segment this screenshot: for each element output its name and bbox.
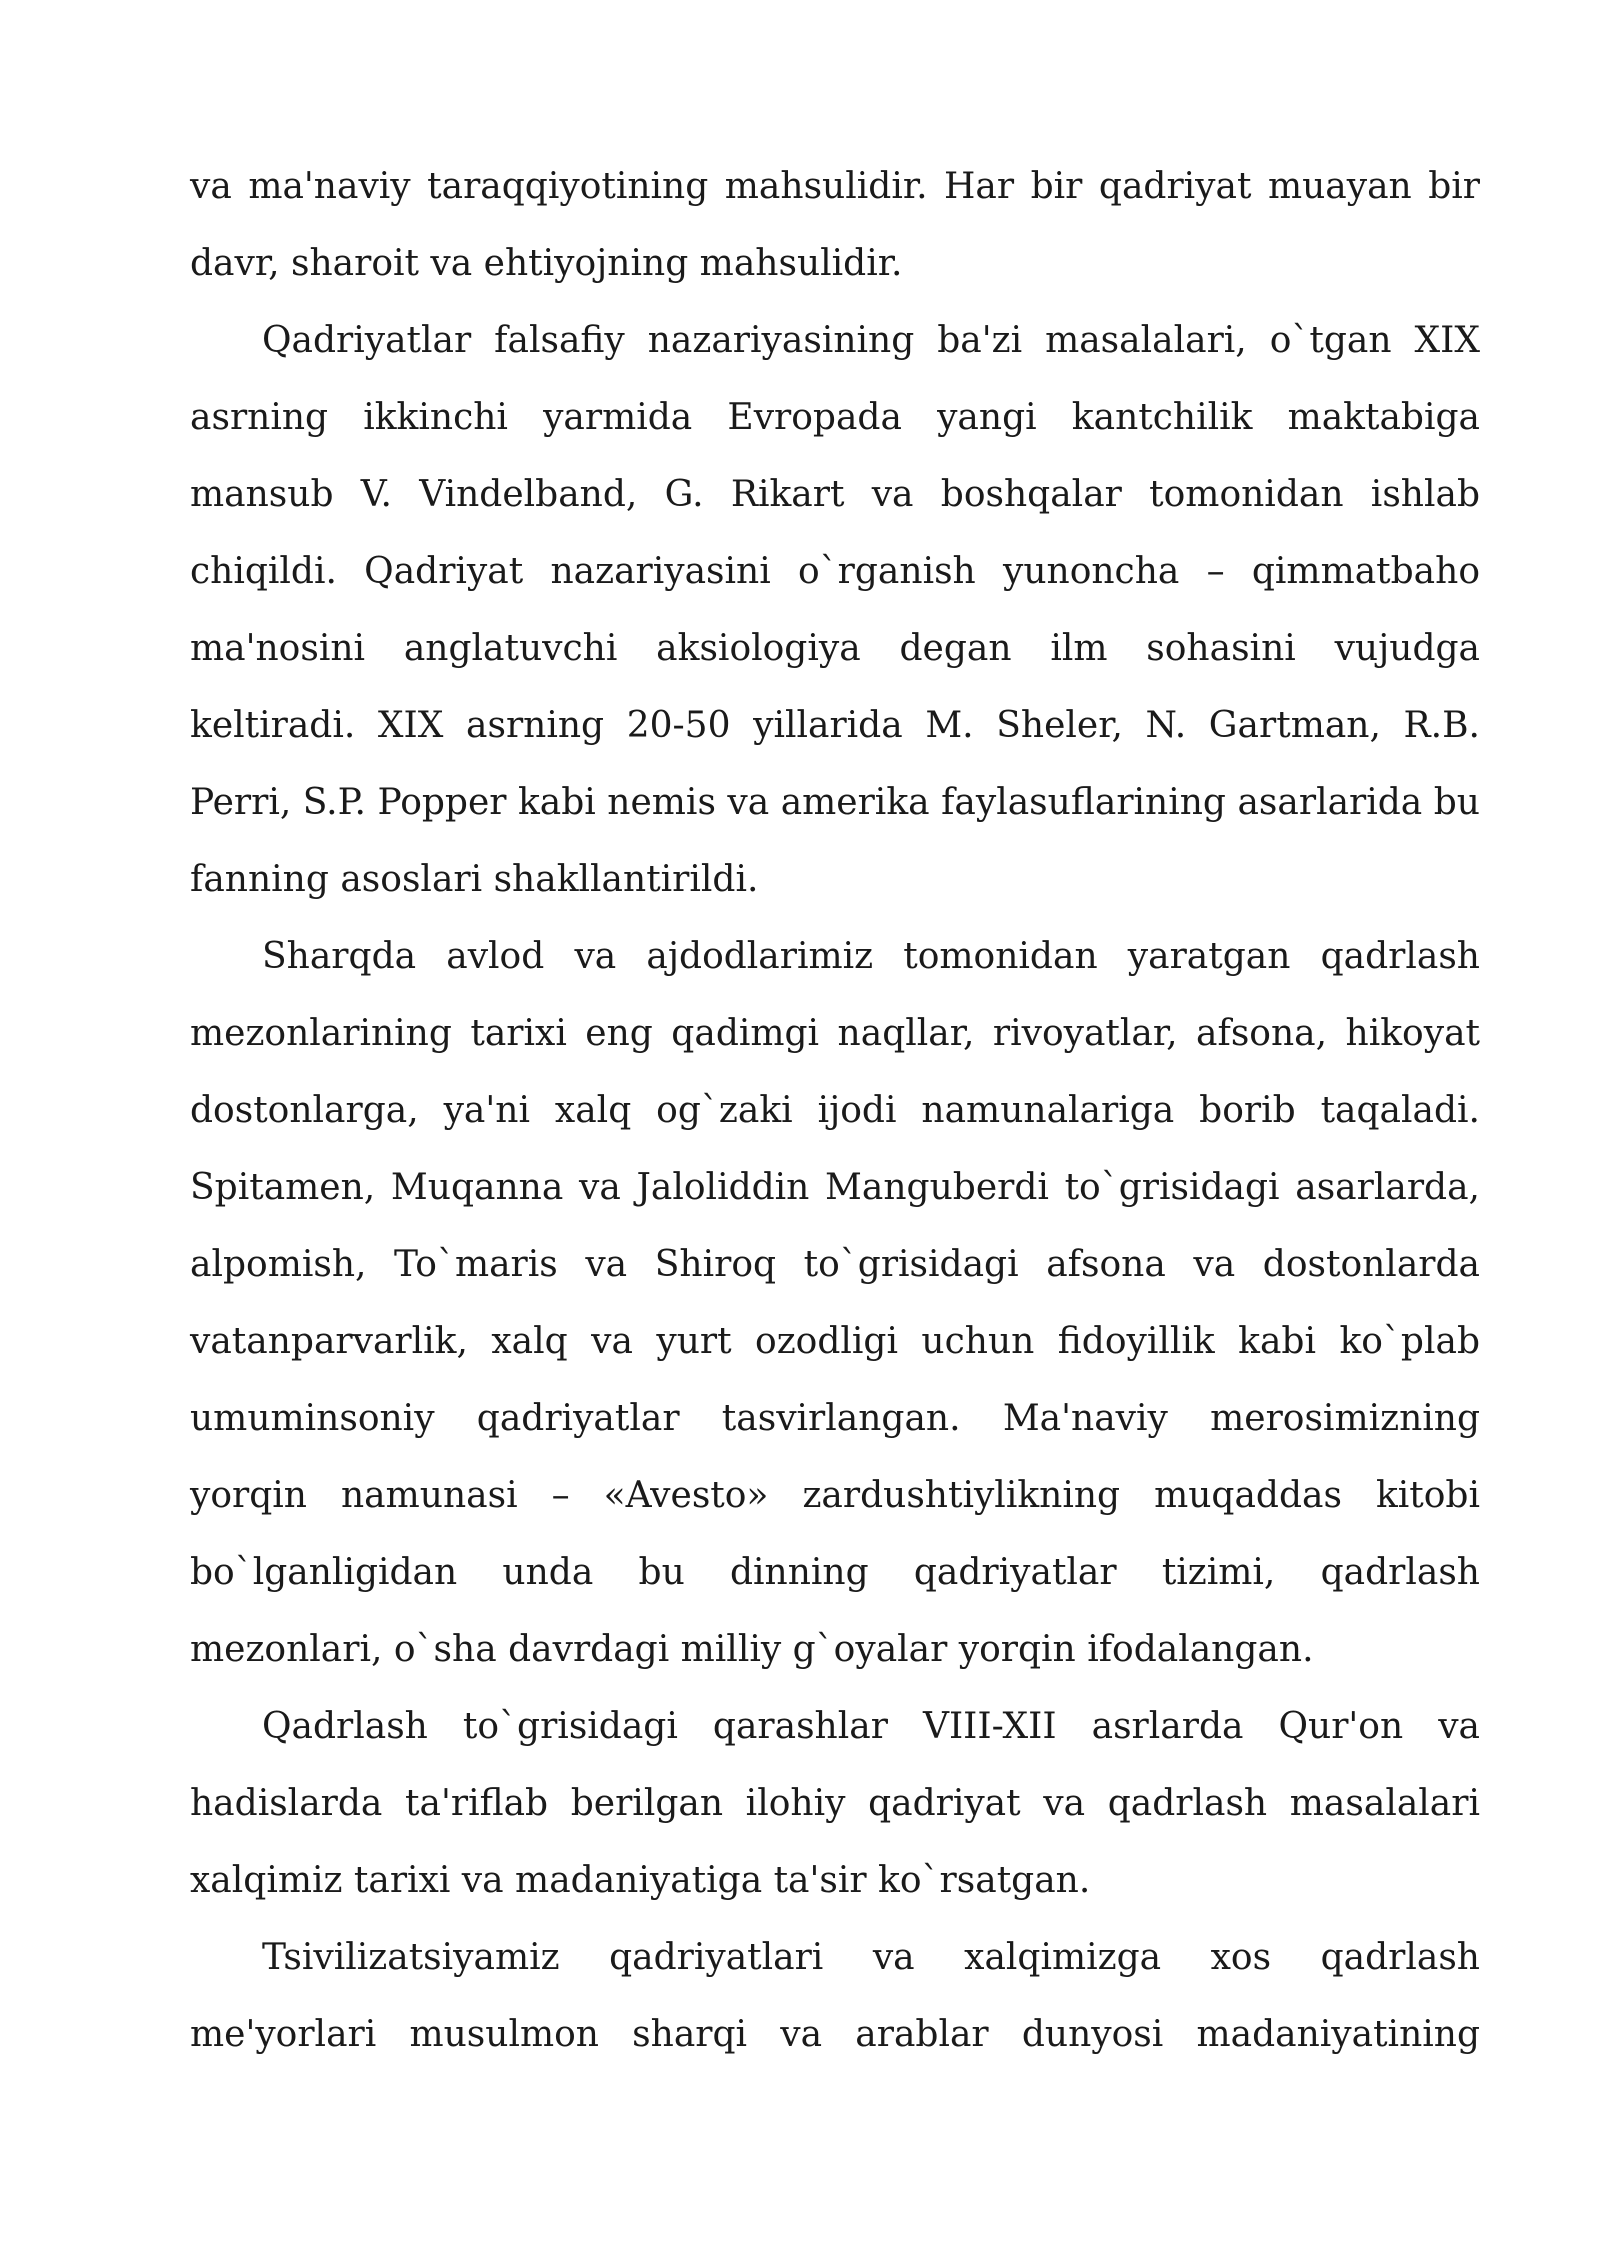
document-body — [190, 148, 1480, 2073]
paragraph-continuation: va ma'naviy taraqqiyotining mahsulidir. Har bir qadriyat muayan bir davr, sharoit va ehtiyojning mahsulidir. — [190, 166, 1480, 284]
paragraph-civilization: Tsivilizatsiyamiz qadriyatlari va xalqimizga xos qadrlash me'yorlari musulmon sharqi va arablar dunyosi madaniyatining — [190, 1937, 1480, 2055]
paragraph-eastern-tradition: Sharqda avlod va ajdodlarimiz tomonidan yaratgan qadrlash mezonlarining tarixi eng qadimgi naqllar, rivoyatlar, afsona, hikoyat dostonlarga, ya'ni xalq og`zaki ijodi namunalariga borib taqaladi. Spitamen, Muqanna va Jaloliddin Manguberdi to`grisidagi asarlarda, alpomish, To`maris va Shiroq to`grisidagi afsona va dostonlarda vatanparvarlik, xalq va yurt ozodligi uchun fidoyillik kabi ko`plab umuminsoniy qadriyatlar tasvirlangan. Ma'naviy merosimizning yorqin namunasi – «Avesto» zardushtiylikning muqaddas kitobi bo`lganligidan unda bu dinning qadriyatlar tizimi, qadrlash mezonlari, o`sha davrdagi milliy g`oyalar yorqin ifodalangan. — [190, 936, 1480, 1670]
paragraph-value-theory: Qadriyatlar falsafiy nazariyasining ba'zi masalalari, o`tgan XIX asrning ikkinchi yarmida Evropada yangi kantchilik maktabiga mansub V. Vindelband, G. Rikart va boshqalar tomonidan ishlab chiqildi. Qadriyat nazariyasini o`rganish yunoncha – qimmatbaho ma'nosini anglatuvchi aksiologiya degan ilm sohasini vujudga keltiradi. XIX asrning 20-50 yillarida M. Sheler, N. Gartman, R.B. Perri, S.P. Popper kabi nemis va amerika faylasuflarining asarlarida bu fanning asoslari shakllantirildi. — [190, 320, 1480, 900]
paragraph-quran-hadith: Qadrlash to`grisidagi qarashlar VIII-XII asrlarda Qur'on va hadislarda ta'riflab berilgan ilohiy qadriyat va qadrlash masalalari xalqimiz tarixi va madaniyatiga ta'sir ko`rsatgan. — [190, 1706, 1480, 1901]
